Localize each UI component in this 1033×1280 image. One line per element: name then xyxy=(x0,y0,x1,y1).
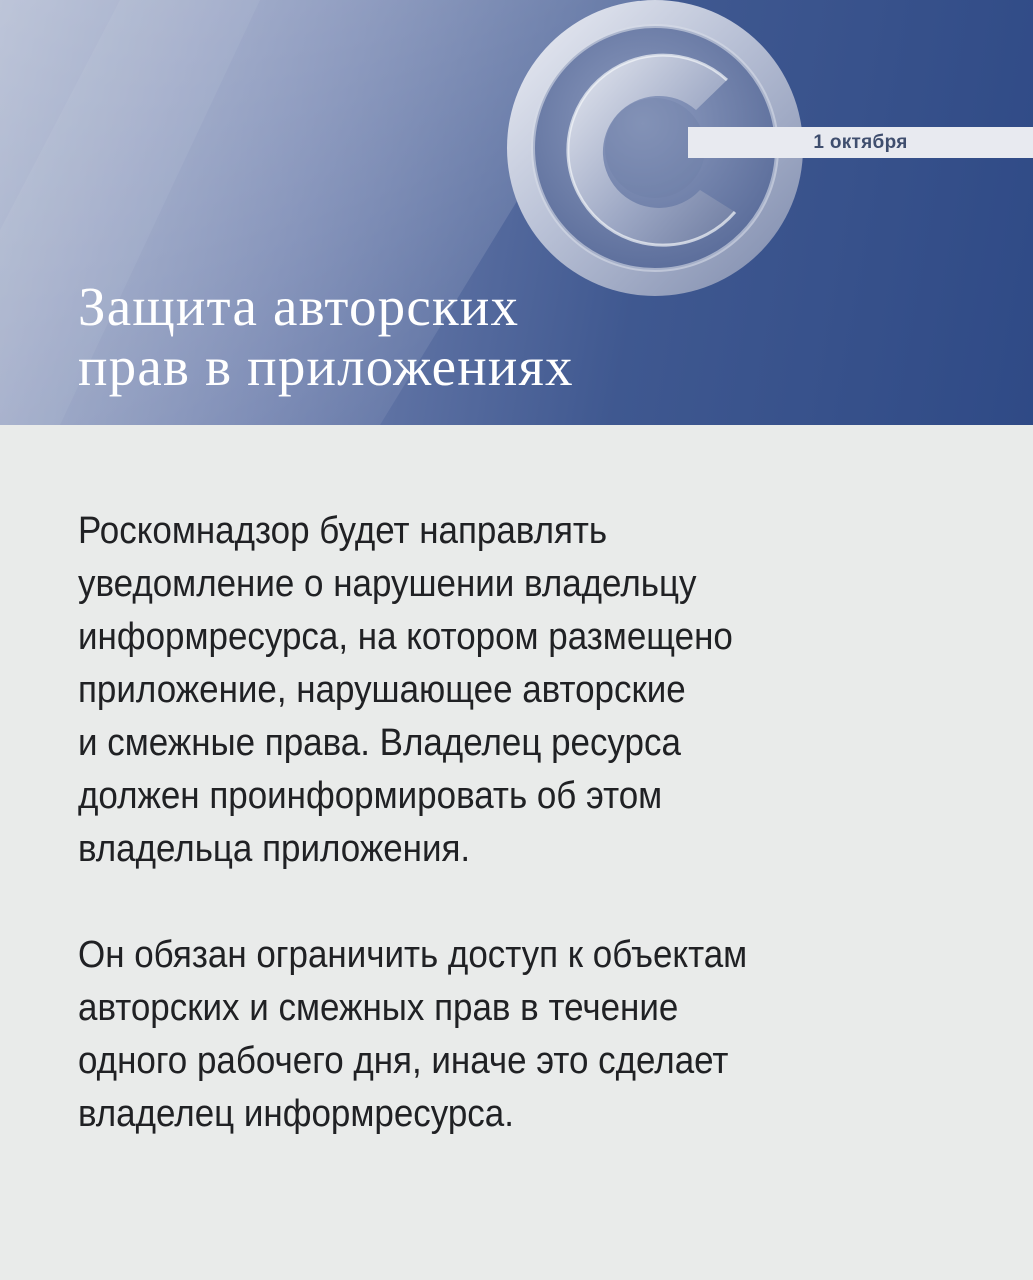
text-line: Он обязан ограничить доступ к объектам xyxy=(78,934,748,976)
text-line: приложение, нарушающее авторские xyxy=(78,669,686,711)
text-line: и смежные права. Владелец ресурса xyxy=(78,722,681,764)
text-line: информресурса, на котором размещено xyxy=(78,616,733,658)
text-line: владельца приложения. xyxy=(78,828,471,870)
text-line: владелец информресурса. xyxy=(78,1093,514,1135)
title-line: прав в приложениях xyxy=(78,336,574,397)
text-line: должен проинформировать об этом xyxy=(78,775,663,817)
text-line: одного рабочего дня, иначе это сделает xyxy=(78,1040,729,1082)
text-line: Роскомнадзор будет направлять xyxy=(78,510,608,552)
paragraph-2 xyxy=(78,929,906,1141)
text-line: авторских и смежных прав в течение xyxy=(78,987,679,1029)
page-title xyxy=(78,277,978,397)
date-label xyxy=(688,127,1033,158)
paragraph-1 xyxy=(78,505,906,876)
header-banner xyxy=(0,0,1033,425)
date-text: 1 октября xyxy=(813,131,908,153)
article-body xyxy=(78,505,906,1141)
title-line: Защита авторских xyxy=(78,276,520,337)
text-line: уведомление о нарушении владельцу xyxy=(78,563,697,605)
